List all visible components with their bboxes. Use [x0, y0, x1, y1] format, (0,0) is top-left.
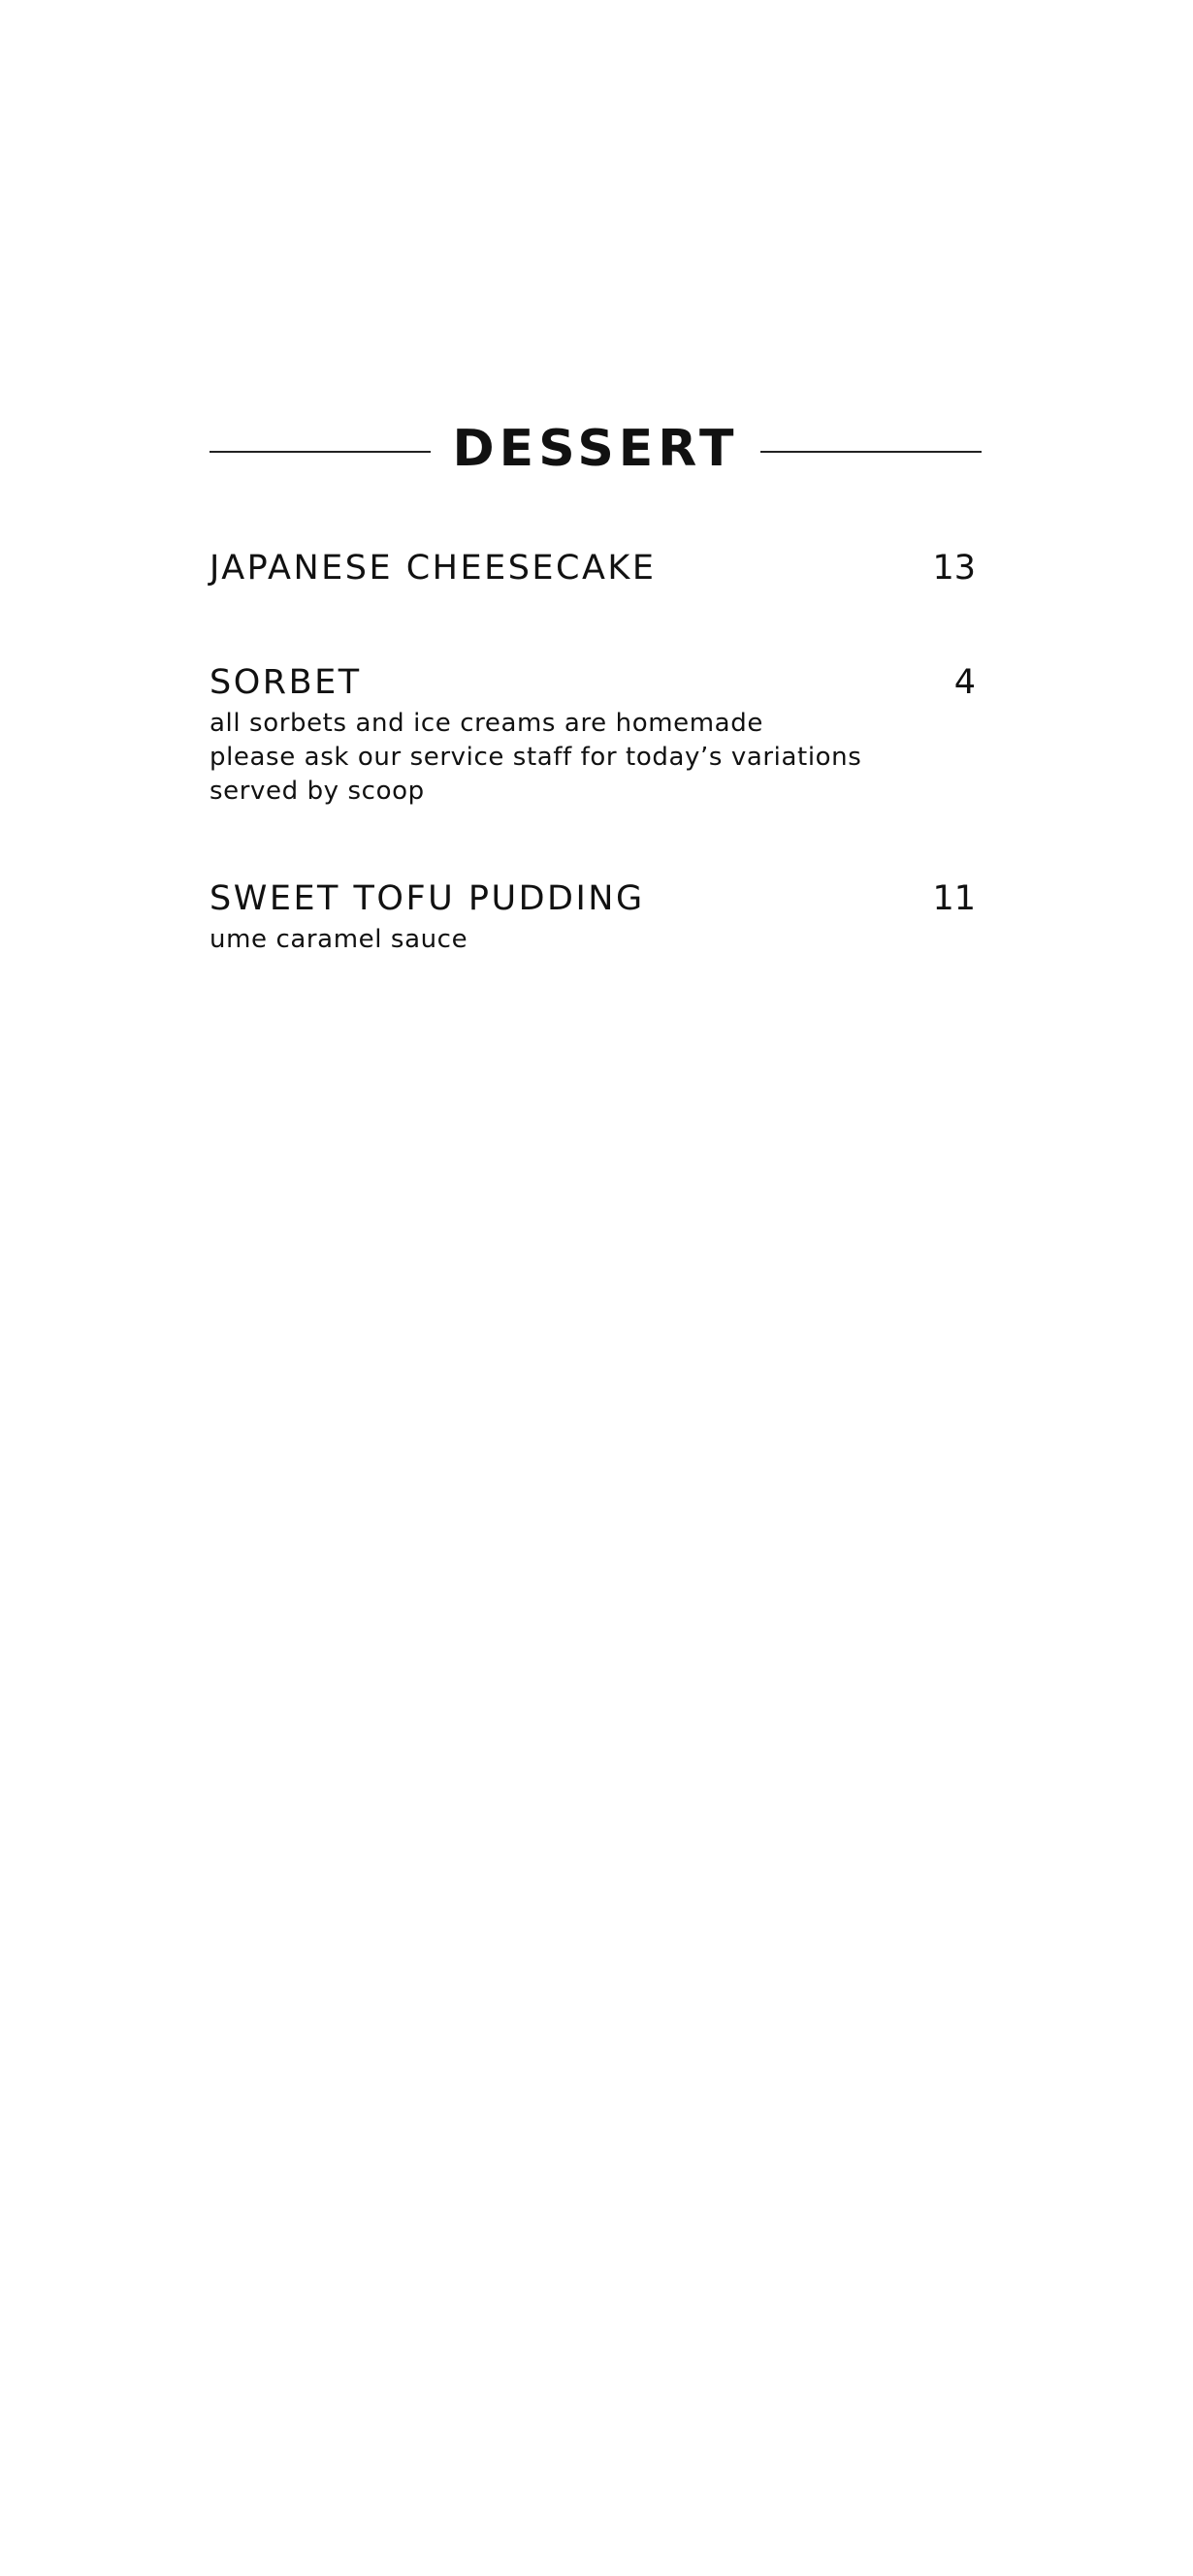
menu-item-sorbet: [210, 660, 982, 809]
menu-item-row: [210, 876, 982, 921]
description-line: all sorbets and ice creams are homemade: [210, 709, 763, 738]
menu-item-description: [210, 707, 982, 809]
menu-item-japanese-cheesecake: [210, 546, 982, 590]
section-title: DESSERT: [452, 420, 739, 478]
description-line: ume caramel sauce: [210, 925, 468, 954]
menu-item-price: 4: [953, 663, 976, 702]
menu-item-name: SORBET: [210, 663, 362, 702]
description-line: please ask our service staff for today’s variations: [210, 743, 862, 772]
menu-item-row: [210, 660, 982, 705]
menu-item-sweet-tofu-pudding: [210, 876, 982, 957]
menu-item-description: [210, 923, 982, 957]
header-rule-right: [760, 451, 982, 453]
menu-item-row: [210, 546, 982, 590]
menu-item-name: JAPANESE CHEESECAKE: [210, 549, 657, 588]
description-line: served by scoop: [210, 777, 425, 806]
section-header: [210, 417, 982, 485]
menu-item-name: SWEET TOFU PUDDING: [210, 879, 645, 918]
menu-item-price: 13: [932, 549, 976, 588]
menu-item-price: 11: [932, 879, 976, 918]
